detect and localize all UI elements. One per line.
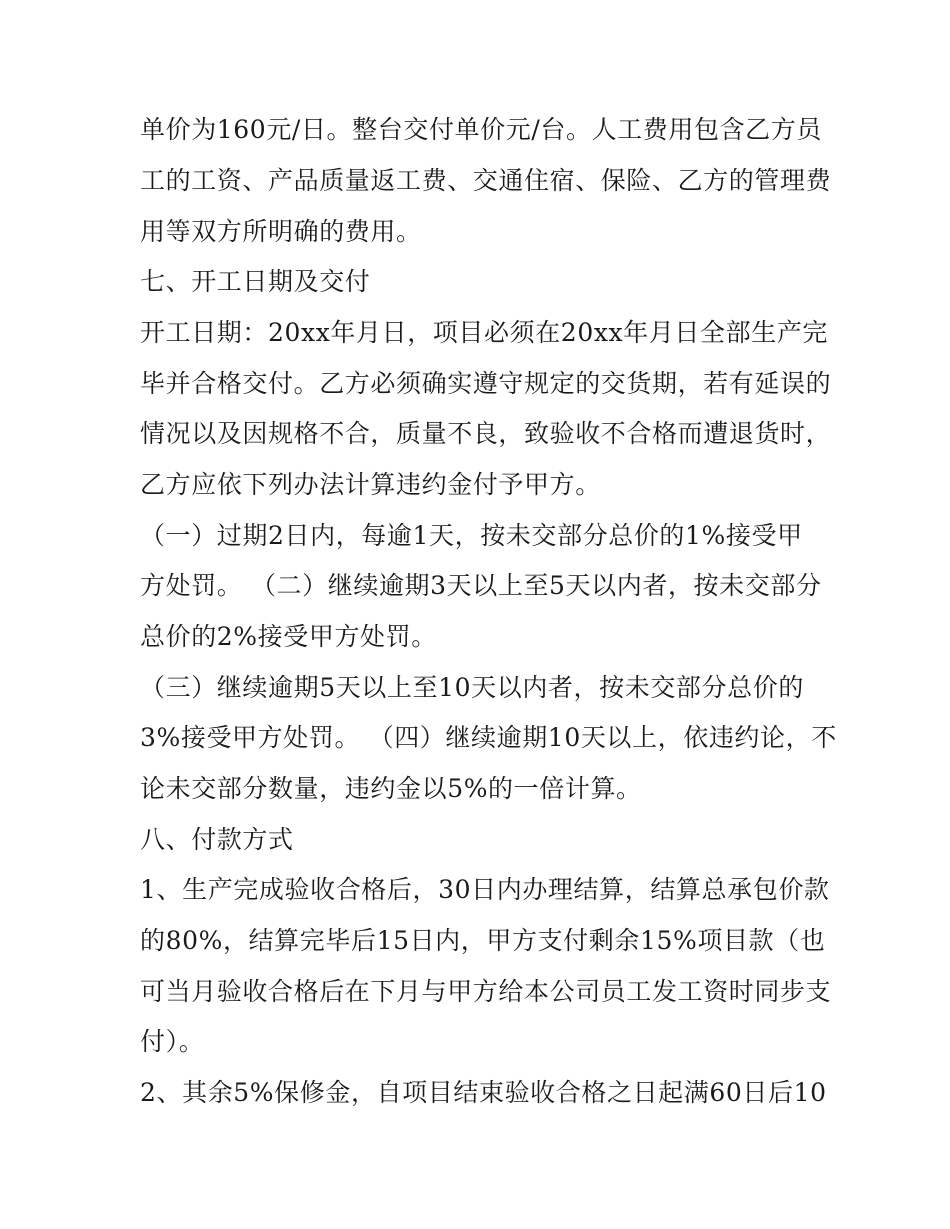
text-line: 总价的2%接受甲方处罚。 bbox=[140, 622, 437, 651]
text-line: 1、生产完成验收合格后，30日内办理结算，结算总承包价款 bbox=[140, 875, 830, 904]
text-line: 毕并合格交付。乙方必须确实遵守规定的交货期，若有延误的 bbox=[140, 369, 832, 398]
text-line: 方处罚。 （二）继续逾期3天以上至5天以内者，按未交部分 bbox=[140, 571, 822, 600]
text-line: （三）继续逾期5天以上至10天以内者，按未交部分总价的 bbox=[140, 673, 804, 702]
text-line: 单价为160元/日。整台交付单价元/台。人工费用包含乙方员 bbox=[140, 115, 822, 144]
section-heading: 七、开工日期及交付 bbox=[140, 267, 371, 296]
text-line: 2、其余5%保修金，自项目结束验收合格之日起满60日后10 bbox=[140, 1078, 827, 1107]
section-heading: 八、付款方式 bbox=[140, 825, 294, 854]
text-line: 工的工资、产品质量返工费、交通住宿、保险、乙方的管理费 bbox=[140, 166, 832, 195]
text-line: 3%接受甲方处罚。 （四）继续逾期10天以上，依违约论，不 bbox=[140, 723, 837, 752]
text-line: 乙方应依下列办法计算违约金付予甲方。 bbox=[140, 470, 601, 499]
text-line: 可当月验收合格后在下月与甲方给本公司员工发工资时同步支 bbox=[140, 977, 832, 1006]
text-line: （一）过期2日内，每逾1天，按未交部分总价的1%接受甲 bbox=[140, 521, 803, 550]
text-line: 付）。 bbox=[140, 1027, 205, 1056]
text-line: 用等双方所明确的费用。 bbox=[140, 217, 422, 246]
text-line: 情况以及因规格不合，质量不良，致验收不合格而遭退货时， bbox=[140, 419, 832, 448]
text-line: 开工日期：20xx年月日，项目必须在20xx年月日全部生产完 bbox=[140, 318, 829, 347]
text-line: 的80%，结算完毕后15日内，甲方支付剩余15%项目款（也 bbox=[140, 926, 826, 955]
text-line: 论未交部分数量，违约金以5%的一倍计算。 bbox=[140, 774, 642, 803]
